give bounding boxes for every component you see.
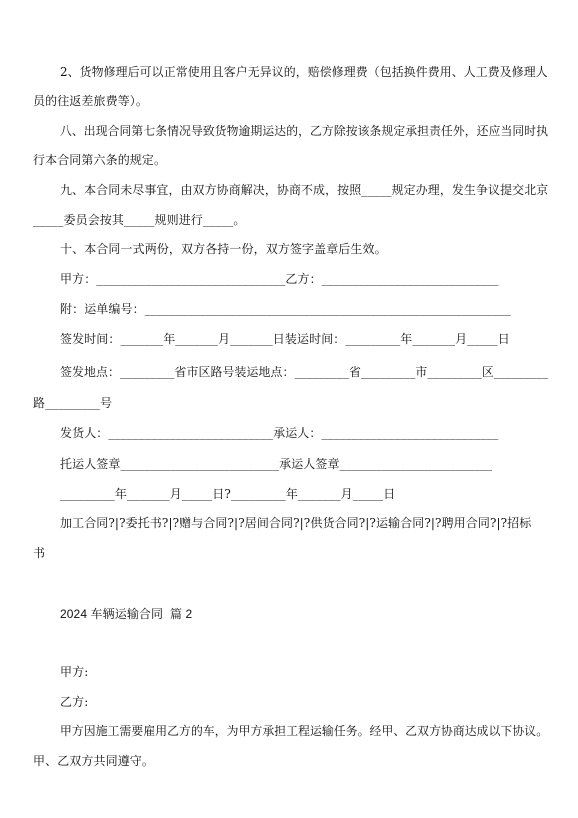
- shipper-carrier: 发货人：___________________________承运人：_____________________________: [60, 426, 499, 440]
- clause-8-line-2: 行本合同第六条的规定。: [33, 153, 167, 167]
- shipping-place-road: 路_________号: [33, 396, 113, 410]
- clause-9-line-2: _____委员会按其_____规则进行_____。: [33, 213, 246, 227]
- clause-9-line-1: 九、本合同未尽事宜，由双方协商解决，协商不成，按照_____规定办理，发生争议提交北京: [60, 183, 549, 197]
- intro-paragraph-line-1: 甲方因施工需要雇用乙方的车，为甲方承担工程运输任务。经甲、乙双方协商达成以下协议。: [60, 724, 549, 738]
- clause-2-line-2: 员的往返差旅费等）。: [33, 94, 149, 108]
- related-contracts-line-2: 书: [33, 546, 46, 560]
- signature-parties: 甲方：_______________________________乙方：_____________________________: [60, 272, 499, 286]
- party-a-label: 甲方:: [60, 665, 89, 679]
- related-contracts-line-1: 加工合同?|?委托书?|?赠与合同?|?居间合同?|?供货合同?|?运输合同?|?聘用合同?|?招标: [60, 516, 532, 530]
- intro-paragraph-line-2: 甲、乙双方共同遵守。: [33, 754, 155, 768]
- waybill-number: 附：运单编号：____________________________________________________________: [60, 302, 511, 316]
- clause-10: 十、本合同一式两份，双方各持一份，双方签字盖章后生效。: [60, 242, 387, 256]
- issue-and-shipping-time: 签发时间：_______年_______月_______日装运时间：_________年_______月_____日: [60, 332, 510, 346]
- issue-and-shipping-place: 签发地点：_________省市区路号装运地点：_________省_________市_________区_________: [60, 365, 549, 379]
- signature-dates: _________年_______月_____日?_________年_______月_____日: [60, 487, 396, 501]
- section-title: 2024 车辆运输合同 篇 2: [60, 607, 193, 621]
- clause-2-line-1: 2、货物修理后可以正常使用且客户无异议的，赔偿修理费（包括换件费用、人工费及修理人: [60, 65, 548, 79]
- clause-8-line-1: 八、出现合同第七条情况导致货物逾期运达的，乙方除按该条规定承担责任外，还应当同时执: [60, 124, 549, 138]
- consignor-carrier-seal: 托运人签章__________________________承运人签章_________________________: [60, 457, 493, 471]
- party-b-label: 乙方:: [60, 695, 89, 709]
